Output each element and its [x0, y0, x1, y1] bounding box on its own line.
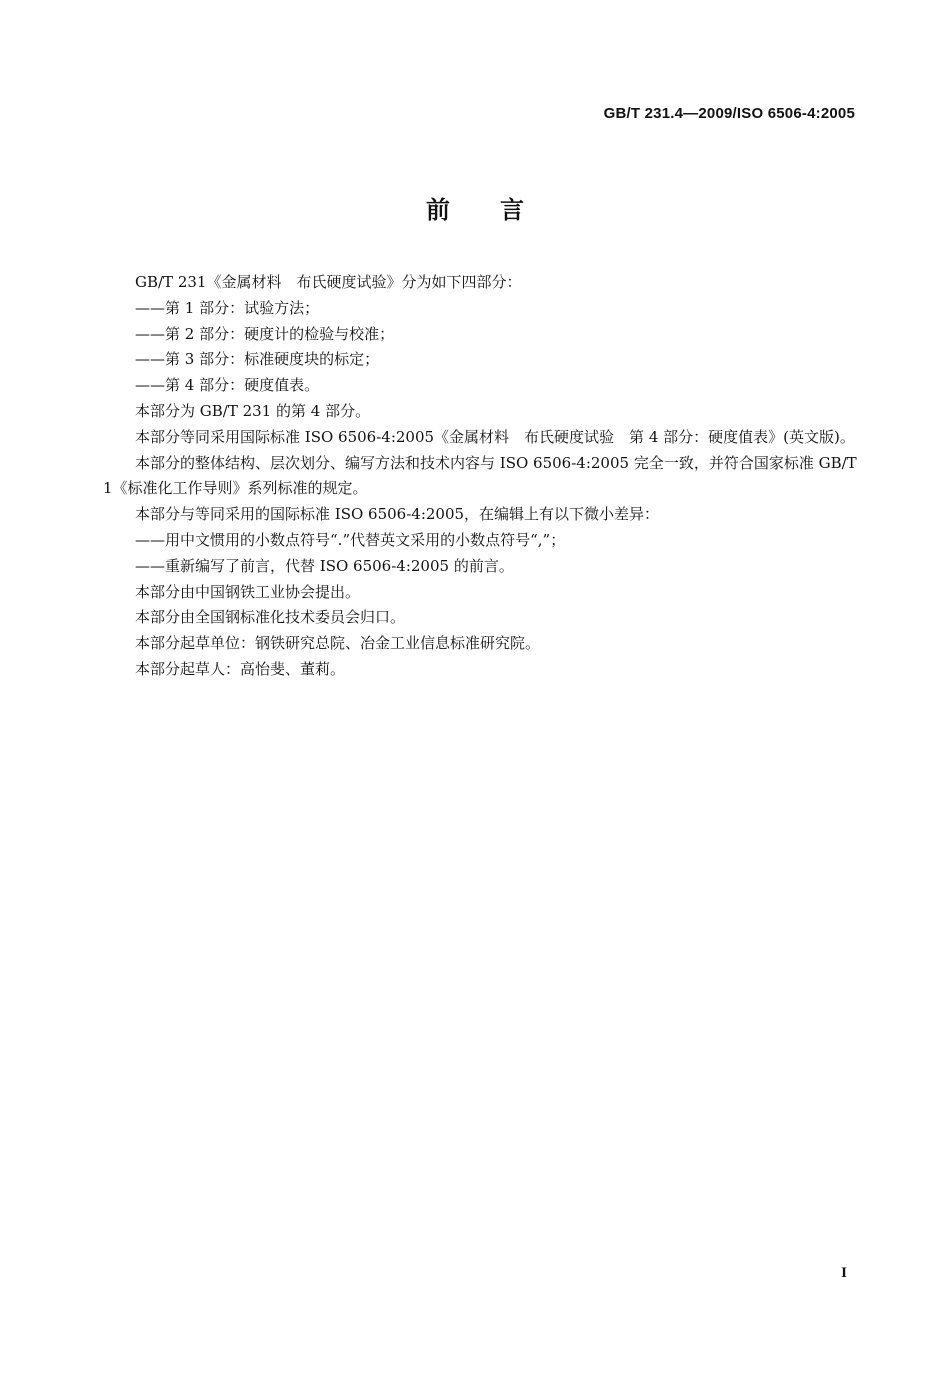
- paragraph-drafting-units: 本部分起草单位：钢铁研究总院、冶金工业信息标准研究院。: [135, 634, 541, 653]
- standard-number-header: GB/T 231.4—2009/ISO 6506-4:2005: [603, 105, 855, 122]
- list-item-part-3: ——第 3 部分：标准硬度块的标定；: [135, 350, 380, 369]
- foreword-body: [103, 270, 858, 683]
- paragraph-structure: 本部分的整体结构、层次划分、编写方法和技术内容与 ISO 6506-4:2005 完全一致，并符合国家标准 GB/T 1《标准化工作导则》系列标准的规定。: [103, 453, 857, 498]
- list-item-part-4: ——第 4 部分：硬度值表。: [135, 376, 320, 395]
- list-item-difference-1: ——用中文惯用的小数点符号“.”代替英文采用的小数点符号“,”；: [135, 530, 566, 549]
- paragraph-this-part: 本部分为 GB/T 231 的第 4 部分。: [135, 401, 371, 420]
- list-item-difference-2: ——重新编写了前言，代替 ISO 6506-4:2005 的前言。: [135, 556, 514, 575]
- paragraph-adoption: 本部分等同采用国际标准 ISO 6506-4:2005《金属材料 布氏硬度试验 第 4 部分：硬度值表》(英文版)。: [135, 427, 855, 446]
- paragraph-parts-intro: GB/T 231《金属材料 布氏硬度试验》分为如下四部分：: [135, 273, 522, 291]
- list-item-part-2: ——第 2 部分：硬度计的检验与校准；: [135, 324, 395, 343]
- paragraph-differences: 本部分与等同采用的国际标准 ISO 6506-4:2005，在编辑上有以下微小差异：: [135, 505, 660, 524]
- list-item-part-1: ——第 1 部分：试验方法；: [135, 298, 320, 317]
- paragraph-proposed-by: 本部分由中国钢铁工业协会提出。: [135, 582, 361, 601]
- page-number: I: [841, 1265, 847, 1281]
- page-title: 前言: [426, 196, 574, 224]
- paragraph-drafters: 本部分起草人：高怡斐、董莉。: [135, 659, 346, 678]
- paragraph-centralized-by: 本部分由全国钢标准化技术委员会归口。: [135, 608, 406, 627]
